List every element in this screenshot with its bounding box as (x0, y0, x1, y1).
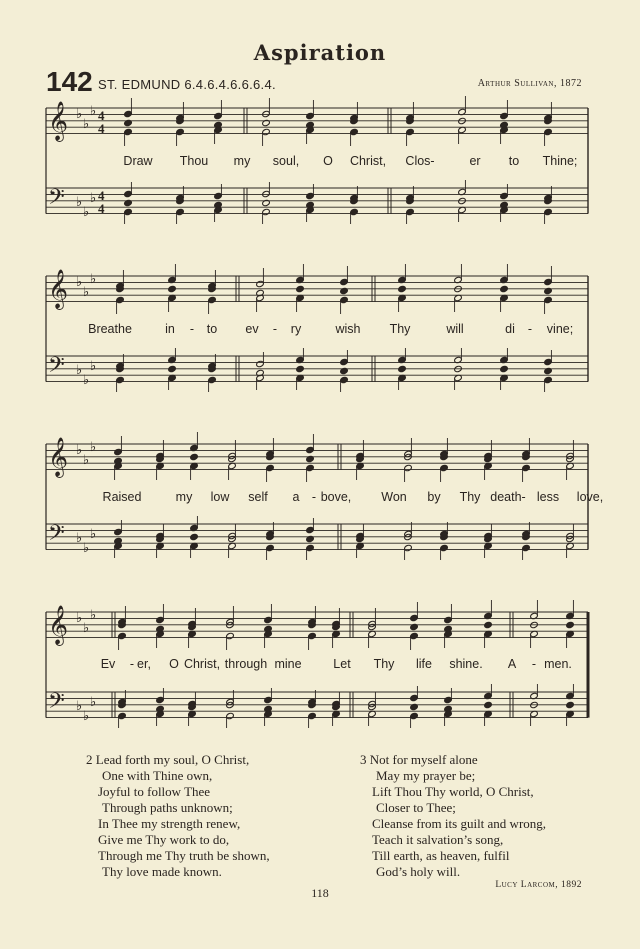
note-head (484, 621, 493, 628)
lyric-syllable: Christ, (183, 657, 221, 671)
hymn-number: 142 (46, 66, 93, 97)
flat-sign-icon: ♭ (76, 443, 83, 458)
treble-clef-icon: 𝄞 (48, 101, 69, 141)
lyric-syllable: my (175, 490, 193, 504)
treble-clef-icon: 𝄞 (48, 269, 69, 309)
flat-sign-icon: ♭ (83, 117, 90, 132)
lyric-syllable: O (323, 154, 333, 168)
note-head (398, 285, 407, 292)
verse-line: Closer to Thee; (376, 800, 456, 815)
lyric-syllable: di (505, 322, 515, 336)
lyric-syllable: bove, (320, 490, 352, 504)
note-head (500, 365, 509, 372)
verse-line: 3 Not for myself alone (360, 752, 478, 767)
flat-sign-icon: ♭ (76, 531, 83, 546)
note-head (296, 285, 305, 292)
treble-clef-icon: 𝄞 (48, 605, 69, 645)
verse-line: One with Thine own, (102, 768, 213, 783)
lyric-syllable: shine. (449, 657, 483, 671)
lyric-syllable: vine; (546, 322, 574, 336)
lyric-syllable: Thy (459, 490, 481, 504)
lyric-syllable: - (129, 657, 135, 671)
verse-line: Give me Thy work to do, (98, 832, 230, 847)
lyric-syllable: Clos- (405, 154, 435, 168)
lyric-syllable: Christ, (349, 154, 387, 168)
lyric-syllable: Draw (123, 154, 153, 168)
lyric-syllable: A (507, 657, 517, 671)
tune-name: ST. EDMUND 6.4.6.4.6.6.6.4. (98, 77, 276, 92)
verse-line: Joyful to follow Thee (98, 784, 211, 799)
lyric-syllable: a (292, 490, 300, 504)
time-signature: 4 (98, 188, 105, 203)
flat-sign-icon: ♭ (90, 191, 97, 206)
time-signature: 4 (98, 121, 105, 136)
note-head (484, 701, 493, 708)
lyric-syllable: Thy (389, 322, 411, 336)
lyric-syllable: less (536, 490, 560, 504)
flat-sign-icon: ♭ (76, 107, 83, 122)
lyric-syllable: ev (245, 322, 259, 336)
verse-line: 2 Lead forth my soul, O Christ, (86, 752, 250, 767)
flat-sign-icon: ♭ (90, 608, 97, 623)
note-head (566, 701, 575, 708)
time-signature: 4 (98, 108, 105, 123)
lyric-syllable: life (416, 657, 432, 671)
verse-line: God’s holy will. (376, 864, 461, 879)
note-head (296, 365, 305, 372)
lyric-syllable: my (233, 154, 251, 168)
lyric-syllable: Breathe (88, 322, 132, 336)
author-credit: Lucy Larcom, 1892 (495, 880, 582, 890)
lyric-syllable: O (169, 657, 179, 671)
flat-sign-icon: ♭ (90, 359, 97, 374)
verse-3 (360, 752, 546, 880)
lyric-syllable: death- (490, 490, 526, 504)
lyric-syllable: - (189, 322, 195, 336)
bass-clef-icon: 𝄢 (48, 185, 65, 215)
verse-line: Through paths unknown; (102, 800, 233, 815)
flat-sign-icon: ♭ (83, 285, 90, 300)
note-head (500, 285, 509, 292)
lyric-syllable: in (165, 322, 175, 336)
flat-sign-icon: ♭ (83, 373, 90, 388)
lyric-syllable: er, (137, 657, 151, 671)
verse-line: In Thee my strength renew, (98, 816, 241, 831)
verse-line: Teach it salvation’s song, (372, 832, 504, 847)
lyric-syllable: wish (335, 322, 361, 336)
flat-sign-icon: ♭ (76, 611, 83, 626)
verse-line: Cleanse from its guilt and wrong, (372, 816, 547, 831)
note-head (566, 621, 575, 628)
lyric-syllable: will (446, 322, 464, 336)
lyric-syllable: through (224, 657, 268, 671)
flat-sign-icon: ♭ (76, 195, 83, 210)
time-signature: 4 (98, 201, 105, 216)
composer-credit: Arthur Sullivan, 1872 (477, 78, 582, 89)
flat-sign-icon: ♭ (90, 440, 97, 455)
lyric-syllable: Let (333, 657, 351, 671)
flat-sign-icon: ♭ (76, 699, 83, 714)
lyric-syllable: men. (544, 657, 572, 671)
lyric-syllable: mine (274, 657, 302, 671)
lyric-syllable: soul, (272, 154, 300, 168)
flat-sign-icon: ♭ (83, 621, 90, 636)
lyric-syllable: Thy (373, 657, 395, 671)
flat-sign-icon: ♭ (90, 104, 97, 119)
hymn-title: Aspiration (253, 40, 387, 65)
lyric-syllable: er (469, 154, 481, 168)
lyric-syllable: - (272, 322, 278, 336)
verse-line: Thy love made known. (102, 864, 222, 879)
lyric-syllable: self (248, 490, 268, 504)
note-head (168, 285, 177, 292)
lyric-syllable: to (206, 322, 218, 336)
note-head (190, 453, 199, 460)
bass-clef-icon: 𝄢 (48, 353, 65, 383)
flat-sign-icon: ♭ (83, 453, 90, 468)
verse-line: Through me Thy truth be shown, (98, 848, 270, 863)
lyric-syllable: Thou (179, 154, 209, 168)
note-head (398, 365, 407, 372)
lyric-syllable: - (531, 657, 537, 671)
lyric-syllable: by (427, 490, 441, 504)
lyric-syllable: love, (576, 490, 604, 504)
lyric-syllable: - (527, 322, 533, 336)
flat-sign-icon: ♭ (90, 695, 97, 710)
flat-sign-icon: ♭ (83, 709, 90, 724)
lyric-syllable: Raised (102, 490, 142, 504)
flat-sign-icon: ♭ (76, 363, 83, 378)
verse-line: May my prayer be; (376, 768, 476, 783)
flat-sign-icon: ♭ (83, 541, 90, 556)
note-head (168, 365, 177, 372)
verse-line: Lift Thou Thy world, O Christ, (372, 784, 534, 799)
flat-sign-icon: ♭ (90, 272, 97, 287)
bass-clef-icon: 𝄢 (48, 521, 65, 551)
bass-clef-icon: 𝄢 (48, 689, 65, 719)
verse-2 (86, 752, 270, 880)
lyric-syllable: Ev (100, 657, 116, 671)
page-number: 118 (311, 886, 329, 900)
treble-clef-icon: 𝄞 (48, 437, 69, 477)
flat-sign-icon: ♭ (76, 275, 83, 290)
flat-sign-icon: ♭ (90, 527, 97, 542)
lyric-syllable: ry (290, 322, 302, 336)
lyric-syllable: Won (381, 490, 407, 504)
lyric-syllable: Thine; (542, 154, 578, 168)
lyric-syllable: - (311, 490, 317, 504)
lyric-syllable: low (210, 490, 230, 504)
note-head (190, 533, 199, 540)
flat-sign-icon: ♭ (83, 205, 90, 220)
verse-line: Till earth, as heaven, fulfil (372, 848, 510, 863)
lyric-syllable: to (508, 154, 520, 168)
